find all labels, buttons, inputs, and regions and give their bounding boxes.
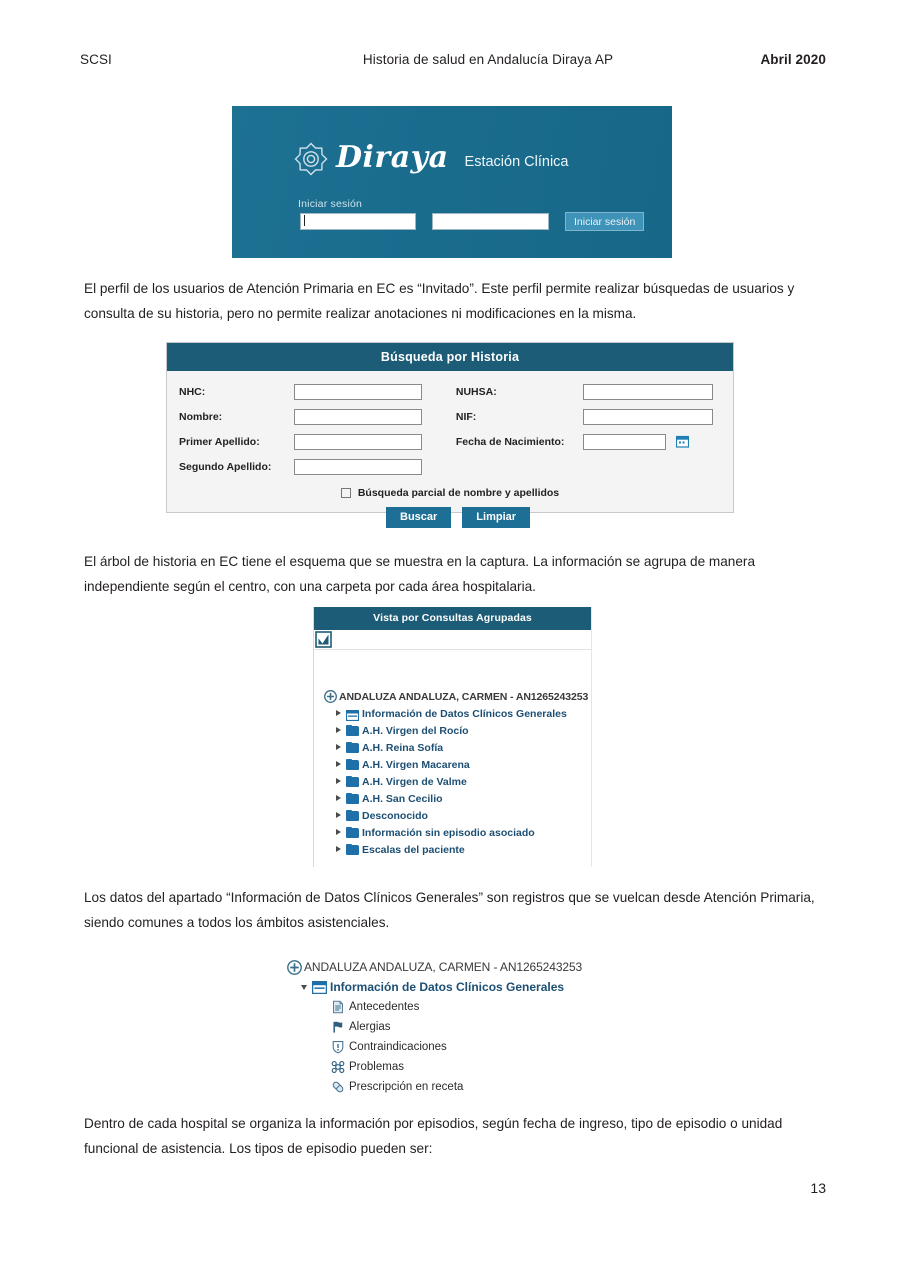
folder-icon [346,759,359,770]
paragraph-3: Los datos del apartado “Información de Datos Clínicos Generales” son registros que se vuelcan desde Atención Primaria, siendo comunes a todos los ámbitos asistenciales. [84,890,815,930]
checkbox-check-icon[interactable] [315,631,332,648]
folder-icon [346,793,359,804]
tree-node-label: A.H. Virgen de Valme [362,775,467,788]
plus-circle-icon[interactable] [287,960,302,975]
login-submit-button[interactable]: Iniciar sesión [565,212,644,231]
tree2-leaf-label: Prescripción en receta [349,1081,464,1093]
tree2-node-datos-clinicos[interactable] [287,977,617,997]
username-input[interactable] [300,213,416,230]
label-nuhsa: NUHSA: [455,385,497,398]
partial-search-row [179,479,721,508]
tree-root-label: ANDALUZA ANDALUZA, CARMEN - AN1265243253 [339,690,589,703]
limpiar-button[interactable]: Limpiar [462,507,530,528]
chevron-right-icon[interactable] [335,709,343,718]
window-icon [346,708,359,719]
input-segundo-apellido[interactable] [294,459,422,475]
label-nombre: Nombre: [179,410,223,423]
form-row-apellido1-fecha [179,429,721,454]
page-number: 13 [810,1180,826,1196]
buscar-button[interactable]: Buscar [386,507,451,528]
chevron-down-icon[interactable] [301,983,309,992]
folder-icon [346,827,359,838]
form-row-nombre-nif [179,404,721,429]
tree2-leaf-antecedentes[interactable] [287,997,617,1017]
flag-icon [331,1020,345,1034]
field-nhc [179,384,456,400]
diraya-logo-row [294,142,569,176]
tree-panel-title: Vista por Consultas Agrupadas [314,607,591,630]
input-fecha-nacimiento[interactable] [583,434,666,450]
chevron-right-icon[interactable] [335,828,343,837]
molecule-icon [331,1060,345,1074]
tree-node-label: A.H. Reina Sofía [362,741,444,754]
partial-search-label: Búsqueda parcial de nombre y apellidos [357,487,560,499]
tree2-leaf-contraindicaciones[interactable] [287,1037,617,1057]
label-segundo-apellido: Segundo Apellido: [179,460,272,473]
header-left: SCSI [80,52,112,67]
tree2-root-label: ANDALUZA ANDALUZA, CARMEN - AN1265243253 [304,960,583,974]
tree-node-label: Información sin episodio asociado [362,826,535,839]
input-nhc[interactable] [294,384,422,400]
tree-node-label: Información de Datos Clínicos Generales [362,707,567,720]
vista-consultas-agrupadas-panel [313,607,592,867]
form-row-nhc-nuhsa [179,379,721,404]
field-nuhsa [456,384,721,400]
tree-node-virgen-rocio[interactable] [314,722,591,739]
input-primer-apellido[interactable] [294,434,422,450]
label-nif: NIF: [455,410,477,423]
chevron-right-icon[interactable] [335,777,343,786]
tree-node-label: A.H. Virgen del Rocío [362,724,469,737]
folder-icon [346,725,359,736]
tree-node-reina-sofia[interactable] [314,739,591,756]
tree-node-desconocido[interactable] [314,807,591,824]
folder-icon [346,810,359,821]
folder-icon [346,776,359,787]
diraya-brand-text: Diraya [336,140,449,175]
header-date: Abril 2020 [760,52,826,67]
paragraph-1: El perfil de los usuarios de Atención Primaria en EC es “Invitado”. Este perfil permite realizar búsquedas de usuarios y consulta de su historia, pero no permite realizar anotaciones ni modificaciones en la misma. [84,281,795,321]
partial-search-checkbox[interactable] [341,488,351,498]
login-section-label: Iniciar sesión [298,198,363,210]
paragraph-2: El árbol de historia en EC tiene el esquema que se muestra en la captura. La información se agrupa de manera independiente según el centro, con una carpeta por cada área hospitalaria. [84,554,756,594]
label-primer-apellido: Primer Apellido: [179,435,260,448]
chevron-right-icon[interactable] [335,845,343,854]
tree-node-label: A.H. San Cecilio [362,792,443,805]
diraya-login-banner [232,106,672,258]
tree2-leaf-problemas[interactable] [287,1057,617,1077]
paragraph-4: Dentro de cada hospital se organiza la información por episodios, según fecha de ingreso, tipo de episodio o unidad funcional de asistencia. Los tipos de episodio pueden ser: [84,1116,783,1156]
search-panel-title: Búsqueda por Historia [167,343,733,371]
field-segundo-apellido [179,459,456,475]
chevron-right-icon[interactable] [335,811,343,820]
tree2-leaf-prescripcion[interactable] [287,1077,617,1097]
diraya-star-logo-icon [294,142,328,176]
window-icon [312,981,327,994]
field-nif [456,409,721,425]
chevron-right-icon[interactable] [335,726,343,735]
label-fecha-nacimiento: Fecha de Nacimiento: [455,435,565,448]
tree2-leaf-label: Problemas [349,1061,404,1073]
tree-root-patient[interactable] [314,688,591,705]
search-form-buttons [386,507,530,528]
form-row-apellido2 [179,454,721,479]
tree-node-virgen-macarena[interactable] [314,756,591,773]
pill-icon [331,1080,345,1094]
label-nhc: NHC: [179,385,206,398]
tree2-node-label: Información de Datos Clínicos Generales [330,980,565,994]
input-nuhsa[interactable] [583,384,713,400]
field-primer-apellido [179,434,456,450]
tree-body [314,688,591,867]
calendar-icon[interactable] [676,435,689,448]
tree2-root-patient[interactable] [287,957,617,977]
tree-node-sin-episodio[interactable] [314,824,591,841]
password-input[interactable] [432,213,549,230]
chevron-right-icon[interactable] [335,760,343,769]
input-nif[interactable] [583,409,713,425]
tree-node-label: Desconocido [362,809,428,822]
tree-node-virgen-valme[interactable] [314,773,591,790]
tree-node-label: Escalas del paciente [362,843,465,856]
tree-node-san-cecilio[interactable] [314,790,591,807]
plus-circle-icon[interactable] [324,690,337,703]
tree2-leaf-alergias[interactable] [287,1017,617,1037]
chevron-right-icon[interactable] [335,743,343,752]
diraya-brand-subtitle: Estación Clínica [464,154,569,170]
field-nombre [179,409,456,425]
search-panel-body [167,371,733,512]
login-form [300,212,644,231]
document-icon [331,1000,345,1014]
field-fecha-nacimiento [456,434,721,450]
chevron-right-icon[interactable] [335,794,343,803]
page-header [80,52,826,67]
tree-node-datos-clinicos[interactable] [314,705,591,722]
datos-clinicos-expanded-tree [287,957,617,1097]
tree-node-label: A.H. Virgen Macarena [362,758,470,771]
tree2-leaf-label: Antecedentes [349,1001,420,1013]
text-caret [304,215,305,226]
folder-icon [346,742,359,753]
input-nombre[interactable] [294,409,422,425]
folder-icon [346,844,359,855]
header-title: Historia de salud en Andalucía Diraya AP [362,52,614,67]
tree-spacer [314,650,591,688]
shield-alert-icon [331,1040,345,1054]
tree-node-escalas[interactable] [314,841,591,858]
tree2-leaf-label: Contraindicaciones [349,1041,447,1053]
tree2-leaf-label: Alergias [349,1021,391,1033]
busqueda-por-historia-panel [166,342,734,513]
tree-toolbar [314,630,591,650]
